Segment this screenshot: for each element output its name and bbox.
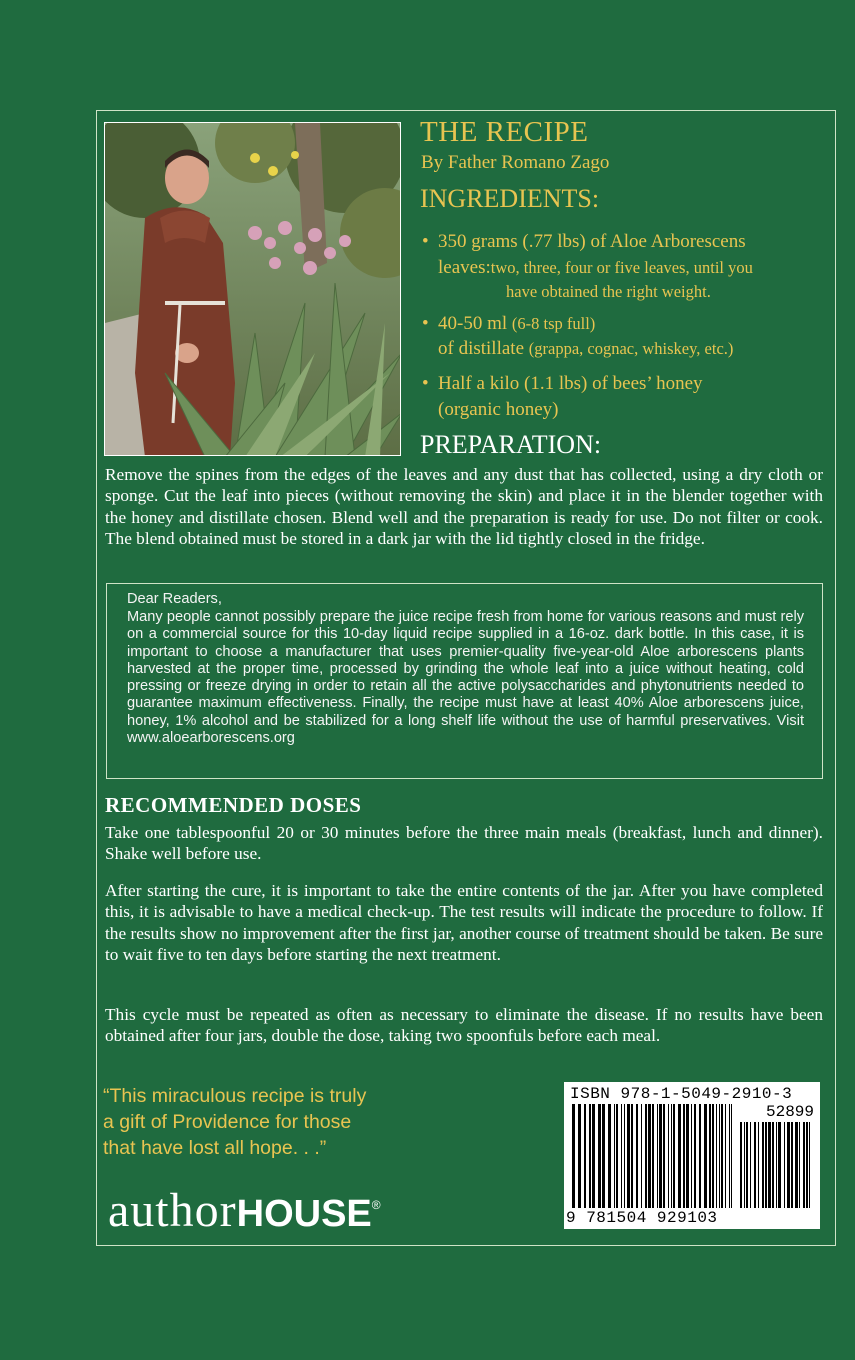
price-code: 52899	[765, 1103, 814, 1121]
barcode-bar	[659, 1104, 662, 1208]
doses-paragraph: Take one tablespoonful 20 or 30 minutes before the three main meals (breakfast, lunch and dinner). Shake well before use.	[105, 823, 823, 864]
barcode-bar	[645, 1104, 647, 1208]
readers-note-text: Many people cannot possibly prepare the juice recipe fresh from home for various reasons and must rely on a commercial source for this 10-day liquid recipe supplied in a 16-oz. dark bottle. In this case, it is important to choose a manufacturer that uses premier-quality five-year-old Aloe arborescens plants harvested at the proper time, processed by grinding the whole leaf into a juice without heating, cold pressing or freeze drying in order to retain all the active polysaccharides and phytonutrients needed to guarantee maximum effectiveness. Finally, the recipe must have at least 40% Aloe arborescens juice, honey, 1% alcohol and be stabilized for a long shelf life without the use of harmful preservatives. Visit www.aloearborescens.org	[127, 609, 804, 747]
barcode-bar	[795, 1122, 798, 1208]
barcode-bar	[799, 1122, 800, 1208]
barcode-bar	[631, 1104, 633, 1208]
barcode-bar	[683, 1104, 685, 1208]
publisher-logo	[108, 1183, 382, 1238]
doses-paragraph: This cycle must be repeated as often as necessary to eliminate the disease. If no results have been obtained after four jars, double the dose, taking two spoonfuls before each meal.	[105, 1005, 823, 1046]
barcode-bar	[602, 1104, 605, 1208]
ean-number: 9 781504 929103	[566, 1209, 718, 1227]
ingredient-text	[438, 337, 733, 361]
ingredient-detail: two, three, four or five leaves, until you	[490, 258, 753, 277]
barcode-bar	[608, 1104, 611, 1208]
ingredient-detail: (grappa, cognac, whiskey, etc.)	[528, 339, 734, 358]
barcode-bar	[648, 1104, 651, 1208]
barcode-bar	[806, 1122, 808, 1208]
testimonial-quote	[103, 1083, 463, 1161]
barcode-bar	[712, 1104, 714, 1208]
ingredient-text	[438, 256, 753, 280]
ingredient-detail: (6-8 tsp full)	[511, 314, 596, 333]
author-photo	[104, 122, 401, 456]
recommended-doses-title: RECOMMENDED DOSES	[105, 793, 362, 817]
barcode-bar	[744, 1122, 745, 1208]
ingredient-text: 350 grams (.77 lbs) of Aloe Arborescens	[438, 231, 746, 252]
barcode-bar	[686, 1104, 689, 1208]
barcode-bar	[598, 1104, 601, 1208]
ean-barcode-bars	[572, 1104, 732, 1208]
barcode-bar	[709, 1104, 711, 1208]
barcode-bar	[776, 1122, 777, 1208]
barcode-bar	[592, 1104, 595, 1208]
ingredient-text	[438, 398, 558, 422]
ingredient-detail	[506, 280, 711, 304]
barcode-bar	[716, 1104, 717, 1208]
barcode-bar	[809, 1122, 810, 1208]
barcode-bar	[787, 1122, 790, 1208]
preparation-title: PREPARATION:	[420, 430, 602, 459]
barcode-bar	[584, 1104, 586, 1208]
bullet-icon: •	[422, 373, 429, 394]
barcode-bar	[641, 1104, 642, 1208]
ingredient-text: Half a kilo (1.1 lbs) of bees’ honey	[438, 373, 703, 394]
barcode-bar	[572, 1104, 575, 1208]
barcode-bar	[750, 1122, 751, 1208]
quote-line: “This miraculous recipe is truly	[103, 1085, 367, 1107]
barcode-bar	[762, 1122, 764, 1208]
barcode-bar	[578, 1104, 581, 1208]
recipe-byline: By Father Romano Zago	[421, 152, 610, 173]
ingredient-text: of distillate	[438, 338, 525, 359]
isbn-barcode	[564, 1082, 820, 1229]
quote-line: that have lost all hope. . .”	[103, 1137, 327, 1159]
barcode-bar	[694, 1104, 696, 1208]
barcode-bar	[721, 1104, 723, 1208]
barcode-bar	[699, 1104, 701, 1208]
barcode-bar	[636, 1104, 638, 1208]
ingredient-item	[422, 312, 596, 336]
barcode-bar	[731, 1104, 732, 1208]
barcode-bar	[765, 1122, 767, 1208]
preparation-text: Remove the spines from the edges of the leaves and any dust that has collected, using a dry cloth or sponge. Cut the leaf into pieces (without removing the skin) and place it in the blender together with the honey and distillate chosen. Blend well and the preparation is ready for use. Do not filter or cook. The blend obtained must be stored in a dark jar with the lid tightly closed in the fridge.	[105, 465, 823, 548]
barcode-bar	[663, 1104, 665, 1208]
ingredient-text: 40-50 ml	[438, 313, 508, 334]
barcode-bar	[791, 1122, 793, 1208]
ingredient-text: leaves:	[438, 257, 491, 278]
barcode-bar	[719, 1104, 720, 1208]
barcode-bar	[673, 1104, 675, 1208]
ingredient-detail: have obtained the right weight.	[506, 282, 711, 301]
barcode-bar	[754, 1122, 756, 1208]
publisher-logo-author: author	[108, 1184, 237, 1237]
registered-mark: ®	[371, 1198, 382, 1212]
ingredient-text: (organic honey)	[438, 399, 559, 420]
price-barcode-bars	[740, 1122, 812, 1208]
author-photo-illustration	[105, 123, 401, 456]
barcode-bar	[668, 1104, 669, 1208]
barcode-bar	[729, 1104, 730, 1208]
barcode-bar	[671, 1104, 672, 1208]
barcode-bar	[746, 1122, 748, 1208]
readers-salutation: Dear Readers,	[127, 591, 222, 607]
barcode-bar	[652, 1104, 654, 1208]
barcode-bar	[616, 1104, 618, 1208]
publisher-logo-house: HOUSE	[236, 1193, 372, 1235]
barcode-bar	[803, 1122, 805, 1208]
barcode-bar	[758, 1122, 759, 1208]
barcode-bar	[627, 1104, 630, 1208]
quote-line: a gift of Providence for those	[103, 1111, 352, 1133]
doses-paragraph: After starting the cure, it is important to take the entire contents of the jar. After you have completed this, it is advisable to have a medical check-up. The test results will indicate the procedure to follow. If the results show no improvement after the first jar, another course of treatment should be taken. Be sure to wait five to ten days before starting the next treatment.	[105, 881, 823, 964]
barcode-bar	[678, 1104, 681, 1208]
barcode-bar	[624, 1104, 625, 1208]
barcode-bar	[725, 1104, 726, 1208]
barcode-bar	[778, 1122, 781, 1208]
ingredient-item	[422, 230, 746, 254]
recipe-title: THE RECIPE	[420, 116, 589, 148]
barcode-bar	[768, 1122, 771, 1208]
barcode-bar	[589, 1104, 591, 1208]
barcode-bar	[691, 1104, 692, 1208]
barcode-bar	[614, 1104, 615, 1208]
barcode-bar	[772, 1122, 774, 1208]
barcode-bar	[784, 1122, 785, 1208]
barcode-bar	[704, 1104, 707, 1208]
ingredient-item	[422, 372, 703, 396]
barcode-bar	[740, 1122, 742, 1208]
isbn-number: ISBN 978-1-5049-2910-3	[570, 1085, 793, 1103]
bullet-icon: •	[422, 231, 429, 252]
barcode-bar	[621, 1104, 622, 1208]
bullet-icon: •	[422, 313, 429, 334]
ingredients-title: INGREDIENTS:	[420, 184, 600, 213]
barcode-bar	[657, 1104, 658, 1208]
